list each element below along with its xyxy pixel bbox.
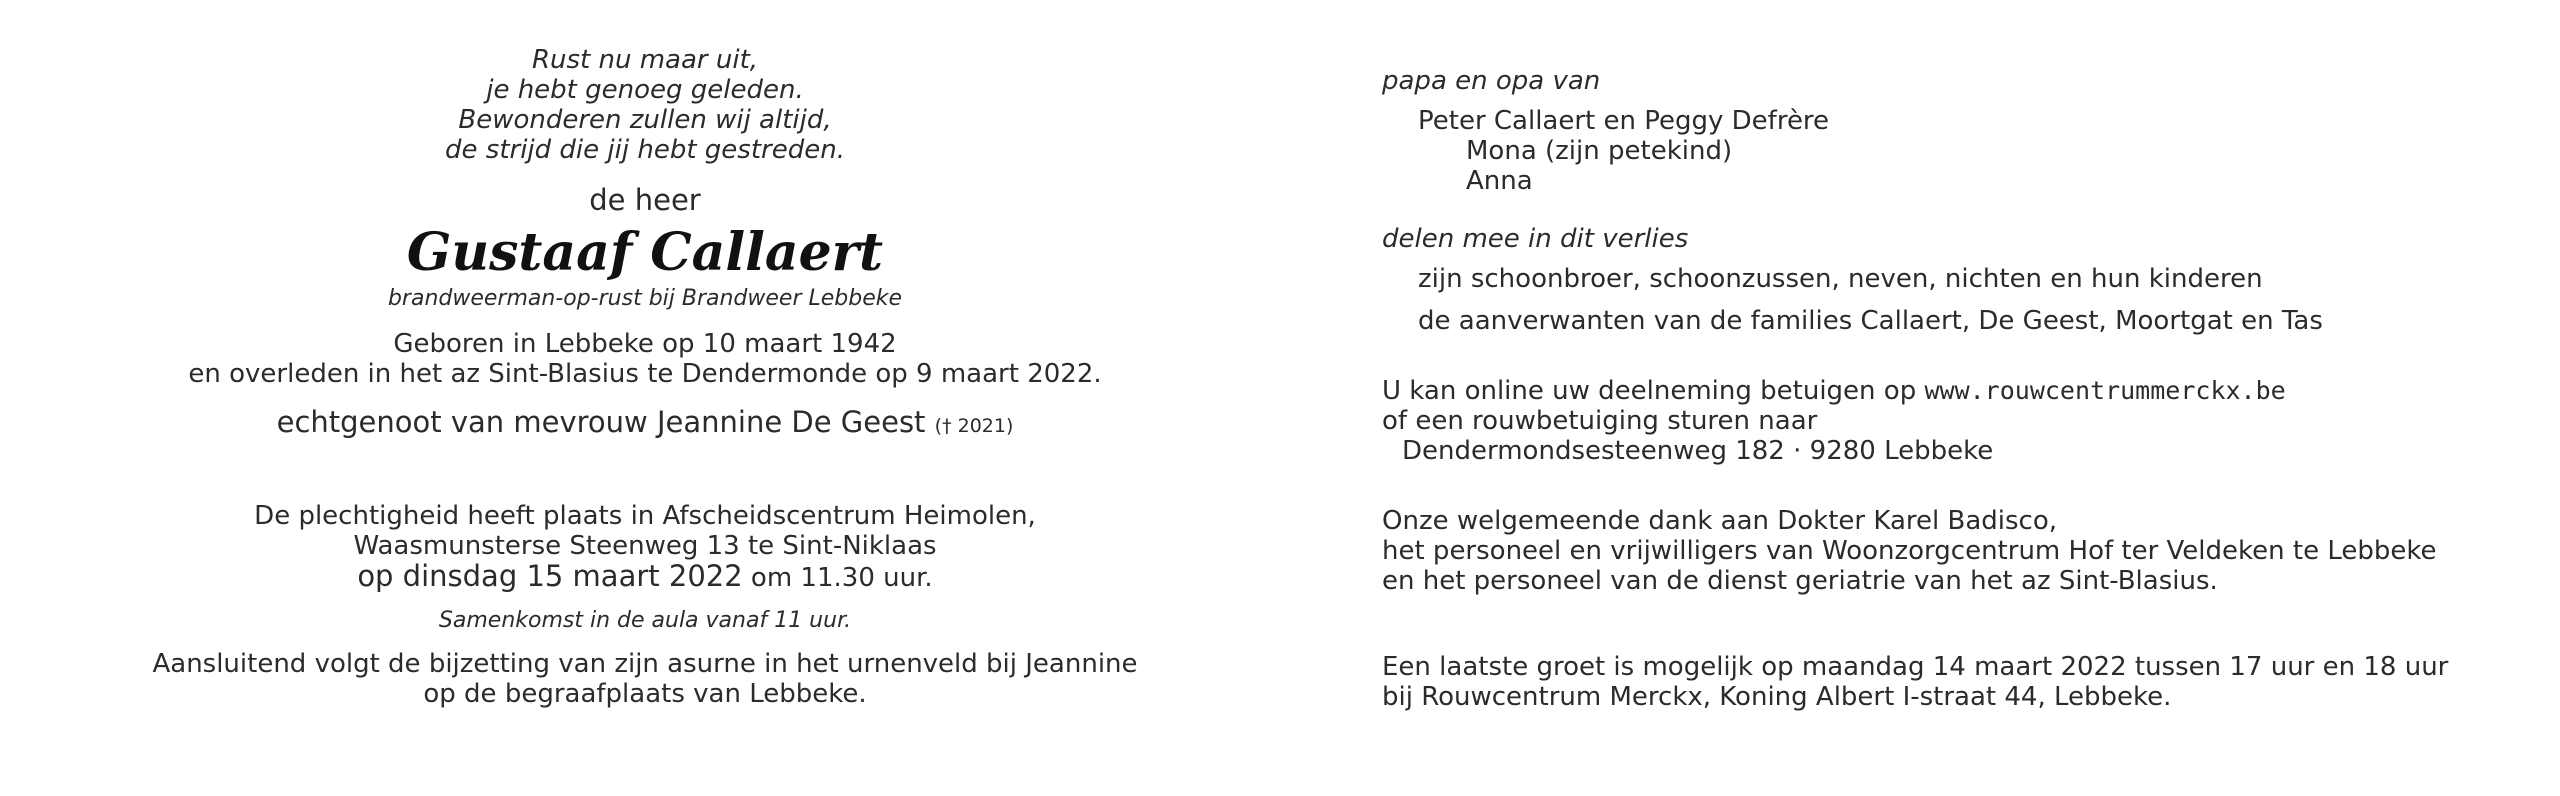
- death-line: en overleden in het az Sint-Blasius te Dendermonde op 9 maart 2022.: [188, 359, 1102, 389]
- deceased-name: Gustaaf Callaert: [406, 222, 884, 283]
- condolence-mail-line: of een rouwbetuiging sturen naar: [1382, 406, 1818, 436]
- birth-death-info: [110, 329, 1180, 389]
- thanks-info: [1382, 506, 2532, 596]
- ceremony-location: De plechtigheid heeft plaats in Afscheidscentrum Heimolen,: [254, 501, 1036, 531]
- condolence-address: Dendermondsesteenweg 182 · 9280 Lebbeke: [1402, 436, 1994, 466]
- honorific: de heer: [589, 183, 701, 217]
- mourners-label: delen mee in dit verlies: [1382, 224, 1689, 254]
- gathering-info: Samenkomst in de aula vanaf 11 uur.: [438, 608, 852, 633]
- poem-line: je hebt genoeg geleden.: [486, 75, 804, 105]
- birth-line: Geboren in Lebbeke op 10 maart 1942: [393, 329, 897, 359]
- thanks-line: en het personeel van de dienst geriatrie van het az Sint-Blasius.: [1382, 566, 2218, 596]
- burial-line: Aansluitend volgt de bijzetting van zijn asurne in het urnenveld bij Jeannine: [152, 649, 1138, 679]
- condolence-info: [1382, 376, 2532, 466]
- poem-line: de strijd die jij hebt gestreden.: [445, 135, 845, 165]
- spouse-text: echtgenoot van mevrouw Jeannine De Geest: [276, 405, 926, 439]
- profession: brandweerman-op-rust bij Brandweer Lebbeke: [387, 286, 903, 311]
- poem: [110, 45, 1180, 165]
- burial-info: [110, 649, 1180, 709]
- thanks-line: het personeel en vrijwilligers van Woonzorgcentrum Hof ter Veldeken te Lebbeke: [1382, 536, 2437, 566]
- family-child: Anna: [1466, 166, 1533, 196]
- ceremony-datetime: [110, 561, 1180, 593]
- farewell-line: bij Rouwcentrum Merckx, Koning Albert I-straat 44, Lebbeke.: [1382, 682, 2172, 712]
- ceremony-time: om 11.30 uur.: [742, 563, 933, 593]
- burial-line: op de begraafplaats van Lebbeke.: [423, 679, 867, 709]
- family-child: Mona (zijn petekind): [1466, 136, 1733, 166]
- family-label: papa en opa van: [1382, 66, 1601, 96]
- condolence-online-line: [1382, 376, 2532, 406]
- condolence-website-link[interactable]: www.rouwcentrummerckx.be: [1924, 376, 2286, 405]
- thanks-line: Onze welgemeende dank aan Dokter Karel Badisco,: [1382, 506, 2058, 536]
- farewell-line: Een laatste groet is mogelijk op maandag 14 maart 2022 tussen 17 uur en 18 uur: [1382, 652, 2449, 682]
- condolence-prefix: U kan online uw deelneming betuigen op: [1382, 376, 1925, 406]
- left-panel: [110, 45, 1180, 709]
- mourners-line: zijn schoonbroer, schoonzussen, neven, nichten en hun kinderen: [1418, 264, 2263, 294]
- right-panel: [1382, 66, 2532, 712]
- spouse-info: [110, 405, 1180, 443]
- family-parents: Peter Callaert en Peggy Defrère: [1418, 106, 1830, 136]
- poem-line: Bewonderen zullen wij altijd,: [458, 105, 832, 135]
- ceremony-date: op dinsdag 15 maart 2022: [357, 559, 743, 593]
- ceremony-info: [110, 501, 1180, 593]
- poem-line: Rust nu maar uit,: [531, 45, 759, 75]
- farewell-info: [1382, 652, 2532, 712]
- spouse-death-year: († 2021): [934, 415, 1014, 437]
- ceremony-address: Waasmunsterse Steenweg 13 te Sint-Niklaas: [353, 531, 937, 561]
- mourners-line: de aanverwanten van de families Callaert, De Geest, Moortgat en Tas: [1418, 306, 2323, 336]
